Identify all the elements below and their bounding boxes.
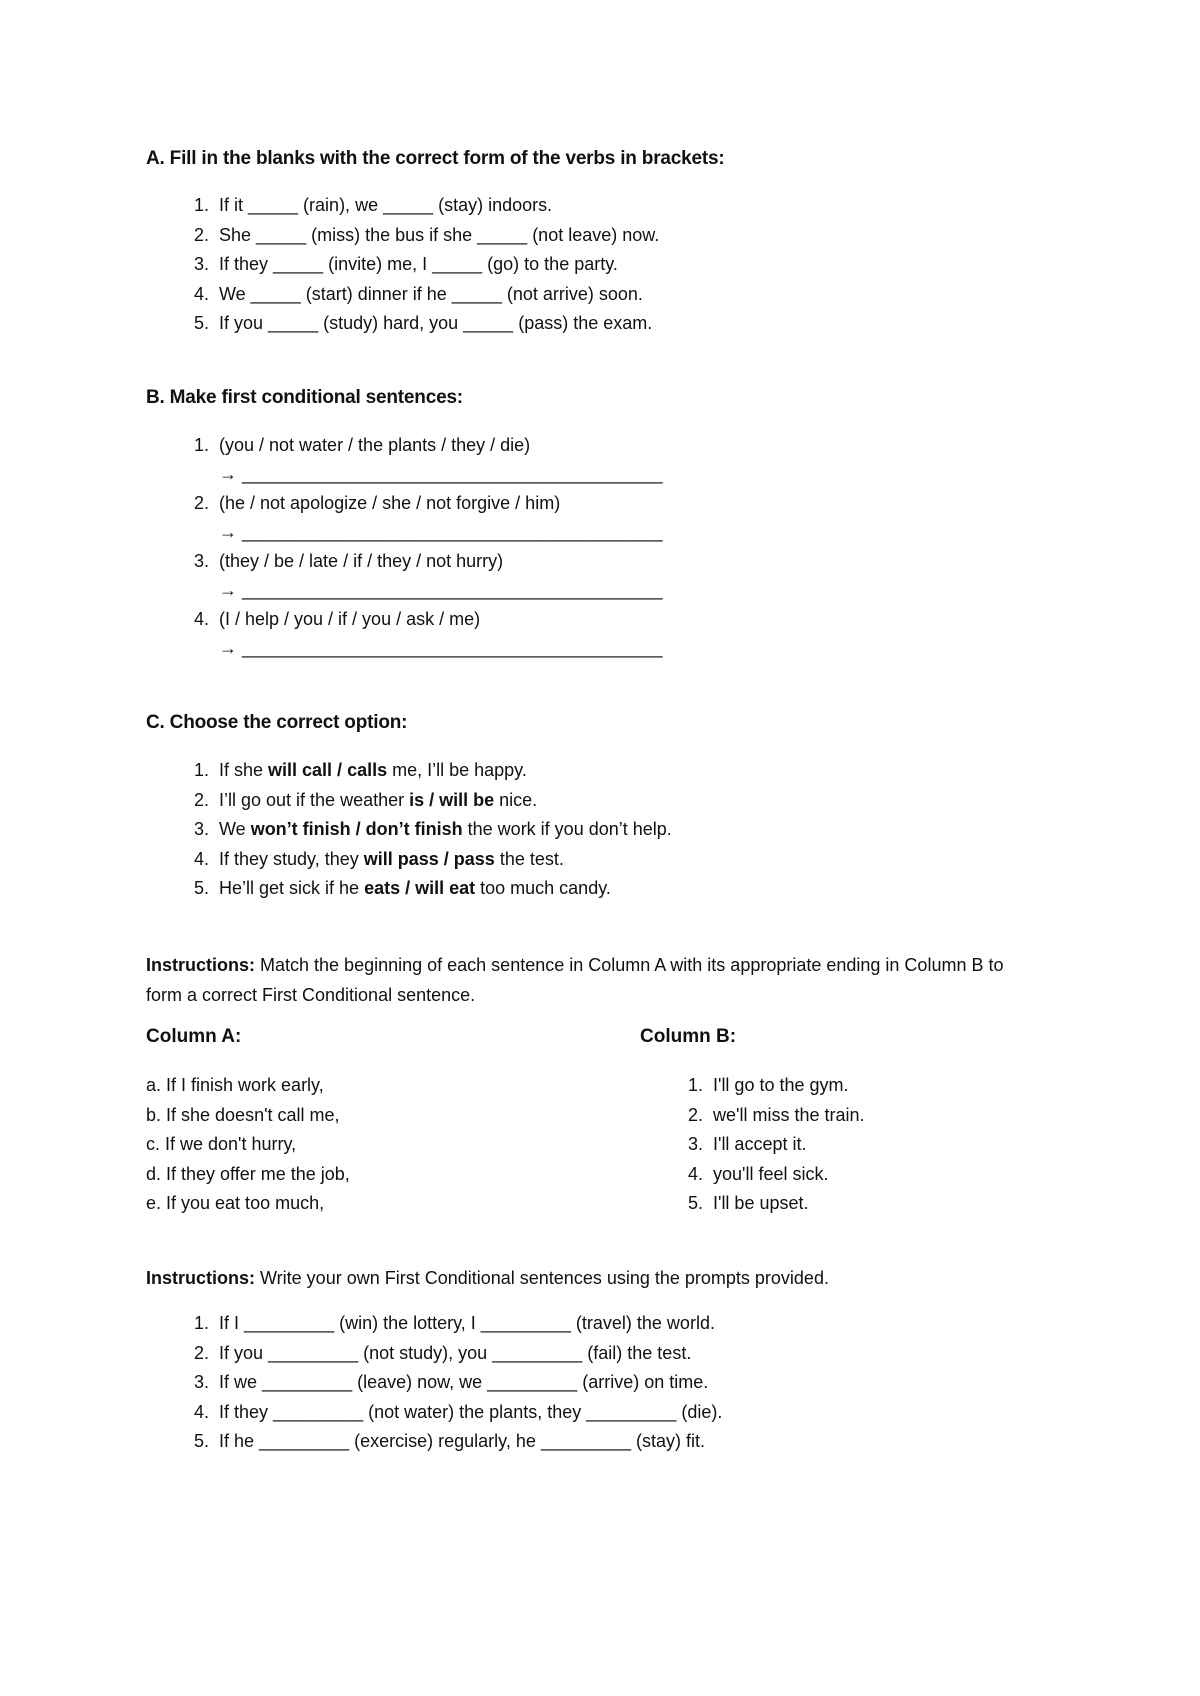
list-item: 5. If he _________ (exercise) regularly, he _________ (stay) fit. (193, 1431, 705, 1451)
list-item: 4. If they study, they will pass / pass the test. (193, 848, 564, 869)
list-item: 1. I'll go to the gym. (687, 1075, 849, 1095)
list-item: 4. you'll feel sick. (687, 1163, 829, 1184)
list-item: c. If we don't hurry, (146, 1134, 297, 1154)
list-item: 2. (he / not apologize / she / not forgive / him) → __________________________________________ (219, 489, 662, 547)
list-item: 1. If I _________ (win) the lottery, I _________ (travel) the world. (193, 1313, 715, 1333)
list-item: 1. If it _____ (rain), we _____ (stay) indoors. (193, 195, 553, 215)
list-item: d. If they offer me the job, (146, 1163, 350, 1184)
list-item: 4. If they _________ (not water) the plants, they _________ (die). (193, 1401, 723, 1422)
list-item: 2. we'll miss the train. (687, 1104, 865, 1125)
section-b-title: B. Make first conditional sentences: (146, 387, 463, 408)
section-a-list (193, 191, 660, 339)
list-item: 1. If she will call / calls me, I’ll be happy. (193, 760, 527, 780)
column-a-list (146, 1071, 350, 1219)
list-item: 3. We won’t finish / don’t finish the work if you don’t help. (193, 819, 672, 839)
section-b-list (193, 431, 663, 663)
list-item: 2. I’ll go out if the weather is / will be nice. (193, 789, 538, 810)
list-item: b. If she doesn't call me, (146, 1104, 340, 1125)
list-item: 3. If we _________ (leave) now, we _________ (arrive) on time. (193, 1372, 709, 1392)
option-choice[interactable]: will pass / pass (363, 848, 495, 869)
own-sentences-instructions: Instructions: Write your own First Conditional sentences using the prompts provided. (146, 1268, 829, 1288)
option-choice[interactable]: won’t finish / don’t finish (250, 819, 463, 839)
answer-line[interactable]: → __________________________________________ (219, 464, 663, 484)
matching-instructions: Instructions: Match the beginning of each sentence in Column A with its appropriate ending in Column B to form a correct First Conditional sentence. (146, 955, 1004, 1005)
list-item: 4. We _____ (start) dinner if he _____ (not arrive) soon. (193, 283, 643, 304)
list-item: 5. If you _____ (study) hard, you _____ (pass) the exam. (193, 313, 653, 333)
answer-line[interactable]: → __________________________________________ (219, 580, 663, 600)
answer-line[interactable]: → __________________________________________ (219, 522, 663, 542)
column-b-list (687, 1071, 865, 1219)
list-item: 2. If you _________ (not study), you _________ (fail) the test. (193, 1342, 692, 1363)
answer-line[interactable]: → __________________________________________ (219, 638, 663, 658)
list-item: 4. (I / help / you / if / you / ask / me) → __________________________________________ (219, 605, 662, 663)
list-item: 5. I'll be upset. (687, 1193, 809, 1213)
list-item: 3. I'll accept it. (687, 1134, 807, 1154)
list-item: 3. (they / be / late / if / they / not hurry) → __________________________________________ (219, 547, 662, 605)
column-a-heading: Column A: (146, 1026, 242, 1047)
option-choice[interactable]: eats / will eat (364, 878, 476, 898)
section-c-title: C. Choose the correct option: (146, 712, 408, 733)
column-b-heading: Column B: (640, 1026, 737, 1047)
list-item: 2. She _____ (miss) the bus if she _____ (not leave) now. (193, 224, 660, 245)
list-item: 1. (you / not water / the plants / they / die) → __________________________________________ (219, 431, 662, 489)
list-item: 5. He’ll get sick if he eats / will eat too much candy. (193, 878, 611, 898)
instructions-label: Instructions: (146, 955, 256, 975)
section-a-title: A. Fill in the blanks with the correct form of the verbs in brackets: (146, 148, 725, 169)
list-item: a. If I finish work early, (146, 1075, 324, 1095)
option-choice[interactable]: will call / calls (268, 760, 388, 780)
own-sentences-list (193, 1309, 723, 1457)
instructions-label: Instructions: (146, 1268, 256, 1288)
list-item: e. If you eat too much, (146, 1193, 325, 1213)
section-c-list (193, 756, 672, 904)
option-choice[interactable]: is / will be (409, 789, 495, 810)
list-item: 3. If they _____ (invite) me, I _____ (go) to the party. (193, 254, 618, 274)
